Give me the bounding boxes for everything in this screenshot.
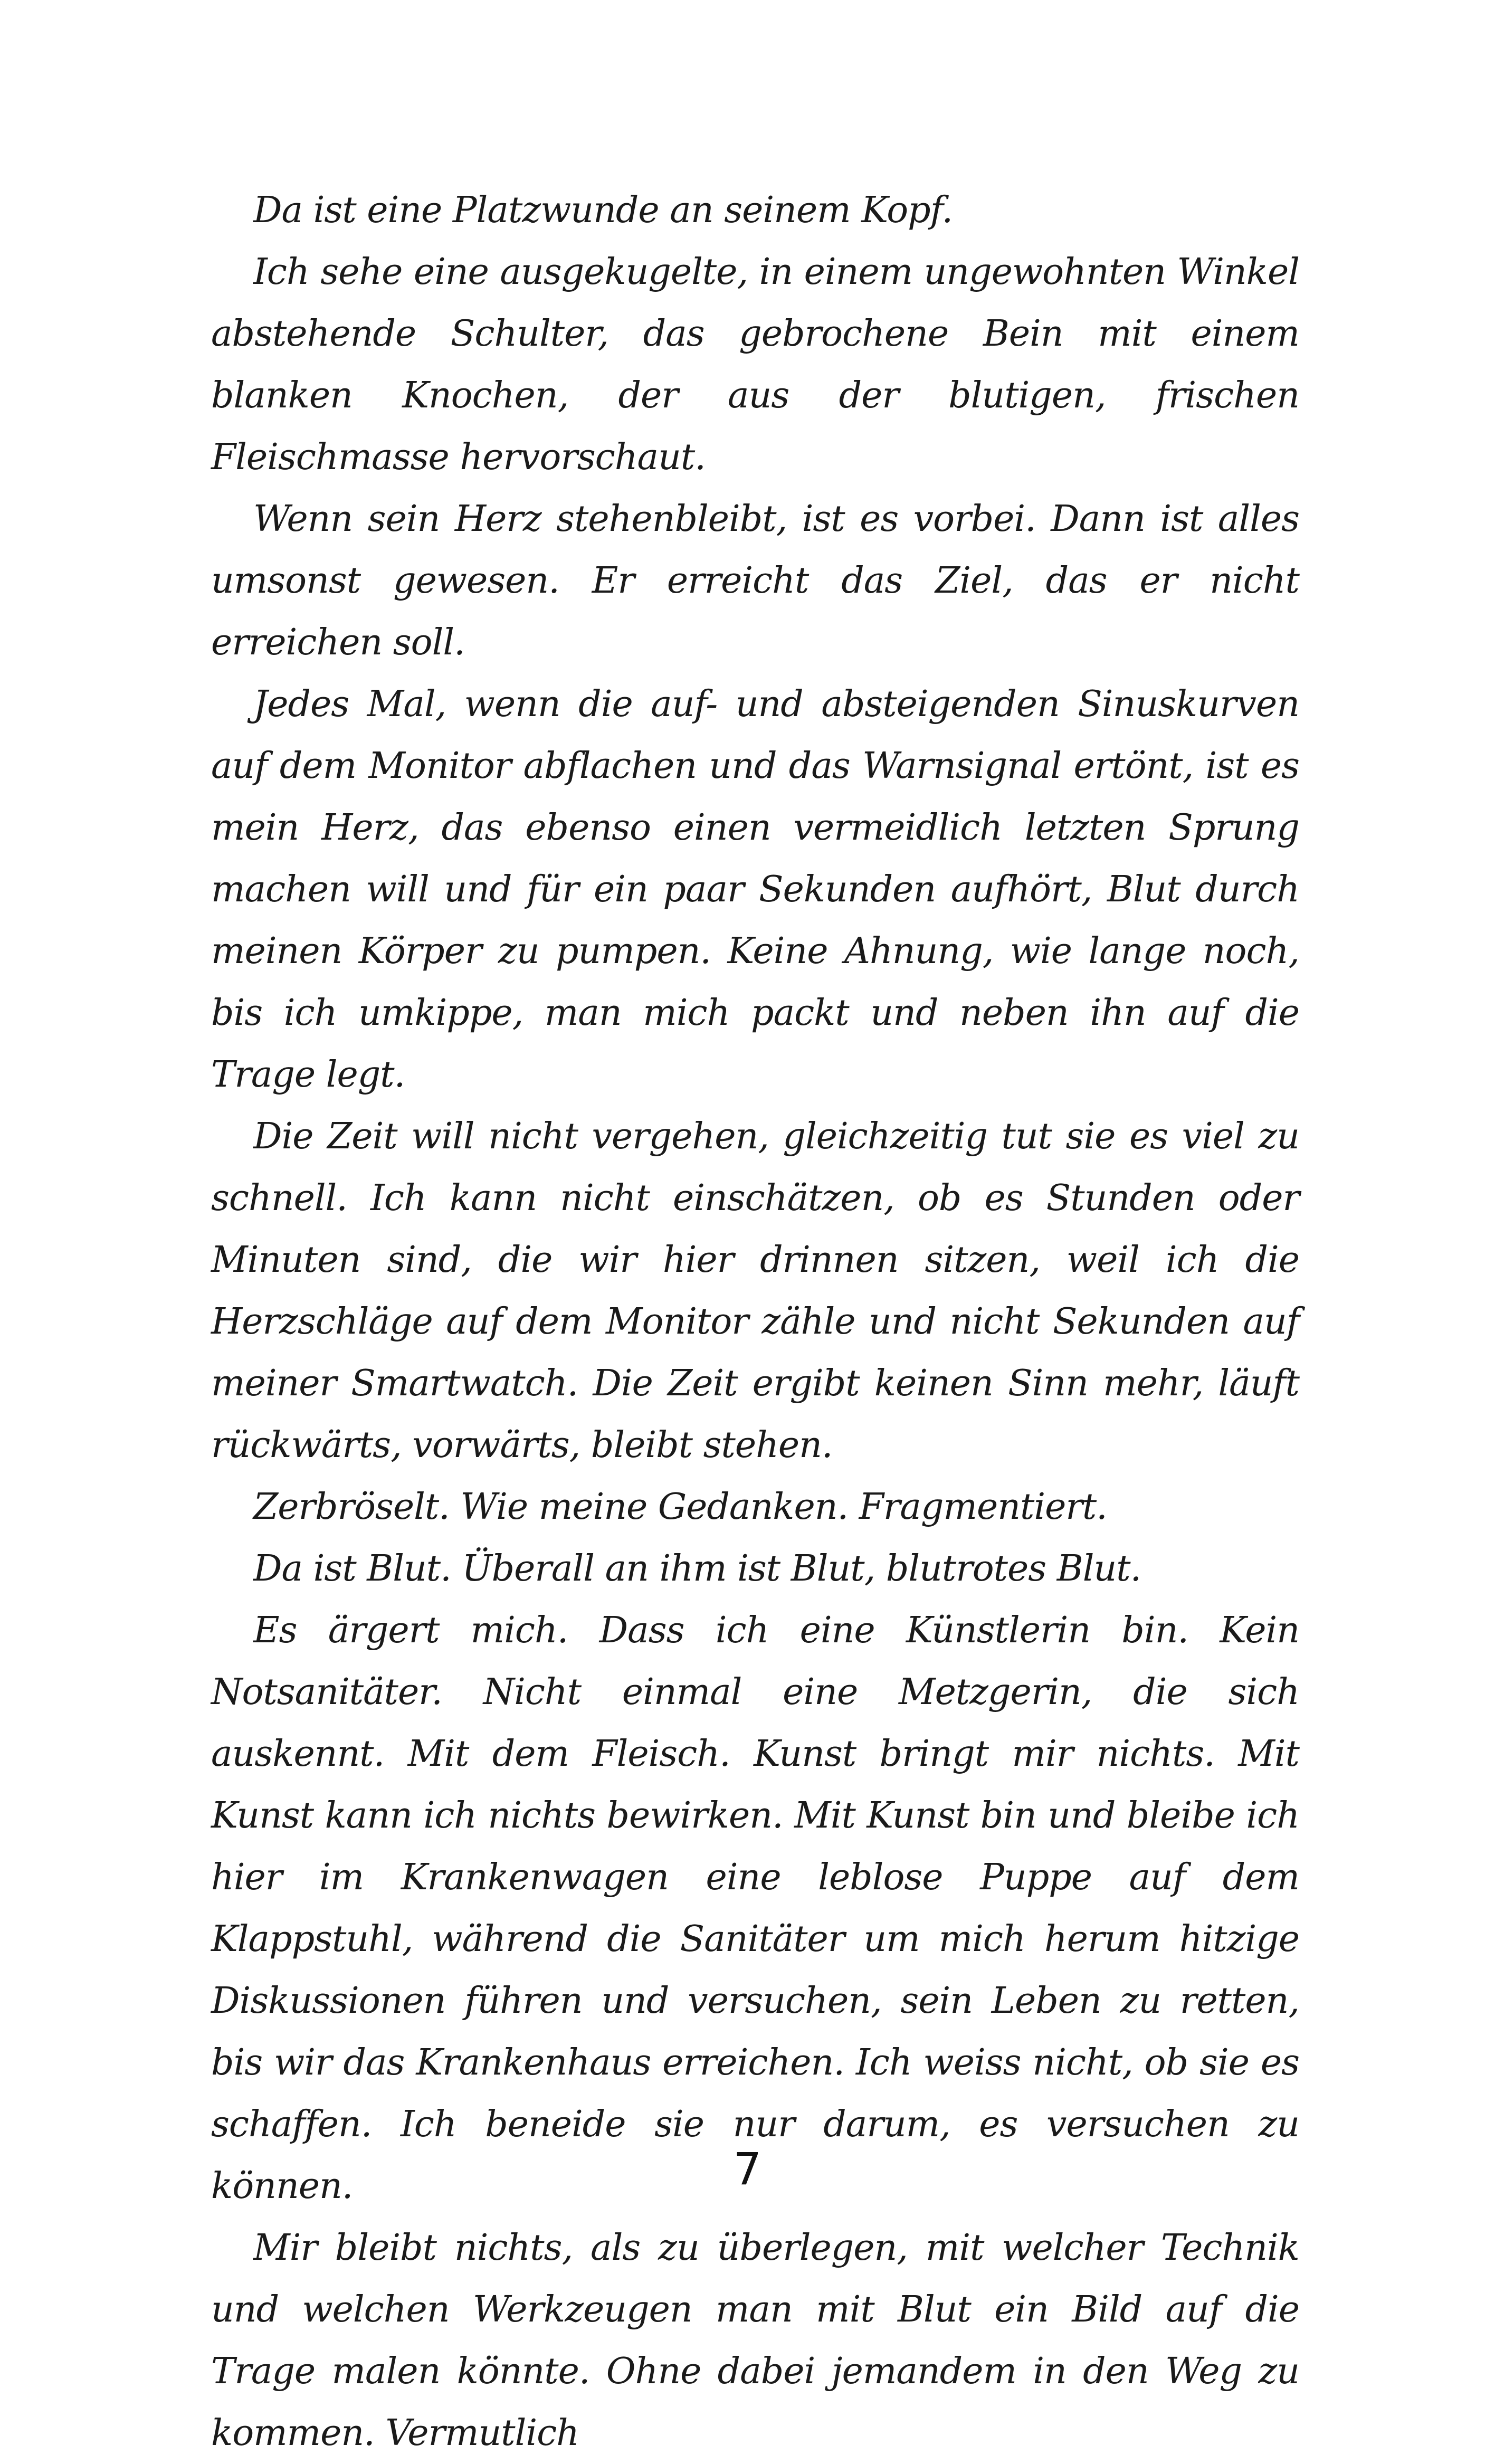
paragraph: Da ist Blut. Überall an ihm ist Blut, blutrotes Blut. xyxy=(253,1548,1141,1590)
paragraph: Jedes Mal, wenn die auf- und absteigenden Sinuskurven auf dem Monitor abflachen und das Warnsignal ertönt, ist es mein Herz, das ebenso einen vermeidlich letzten Sprung machen will und für ein paar Sekunden aufhört, Blut durch meinen Körper zu pumpen. Keine Ahnung, wie lange noch, bis ich umkippe, man mich packt und neben ihn auf die Trage legt. xyxy=(211,683,1299,1096)
paragraph: Ich sehe eine ausgekugelte, in einem ungewohnten Winkel abstehende Schulter, das gebrochene Bein mit einem blanken Knochen, der aus der blutigen, frischen Fleischmasse hervorschaut. xyxy=(211,251,1299,478)
paragraph: Mir bleibt nichts, als zu überlegen, mit welcher Technik und welchen Werkzeugen man mit Blut ein Bild auf die Trage malen könnte. Ohne dabei jemandem in den Weg zu kommen. Vermutlich xyxy=(211,2227,1299,2454)
page-number: 7 xyxy=(733,2143,762,2195)
body-text xyxy=(211,179,1299,2464)
paragraph: Wenn sein Herz stehenbleibt, ist es vorbei. Dann ist alles umsonst gewesen. Er erreicht das Ziel, das er nicht erreichen soll. xyxy=(211,498,1299,663)
paragraph: Zerbröselt. Wie meine Gedanken. Fragmentiert. xyxy=(253,1486,1107,1528)
paragraph: Da ist eine Platzwunde an seinem Kopf. xyxy=(253,189,953,231)
paragraph: Die Zeit will nicht vergehen, gleichzeitig tut sie es viel zu schnell. Ich kann nicht einschätzen, ob es Stunden oder Minuten sind, die wir hier drinnen sitzen, weil ich die Herzschläge auf dem Monitor zähle und nicht Sekunden auf meiner Smartwatch. Die Zeit ergibt keinen Sinn mehr, läuft rückwärts, vorwärts, bleibt stehen. xyxy=(211,1116,1299,1466)
paragraph: Es ärgert mich. Dass ich eine Künstlerin bin. Kein Notsanitäter. Nicht einmal eine Metzgerin, die sich auskennt. Mit dem Fleisch. Kunst bringt mir nichts. Mit Kunst kann ich nichts bewirken. Mit Kunst bin und bleibe ich hier im Krankenwagen eine leblose Puppe auf dem Klappstuhl, während die Sanitäter um mich herum hitzige Diskussionen führen und versuchen, sein Leben zu retten, bis wir das Krankenhaus erreichen. Ich weiss nicht, ob sie es schaffen. Ich beneide sie nur darum, es versuchen zu können. xyxy=(211,1610,1299,2207)
